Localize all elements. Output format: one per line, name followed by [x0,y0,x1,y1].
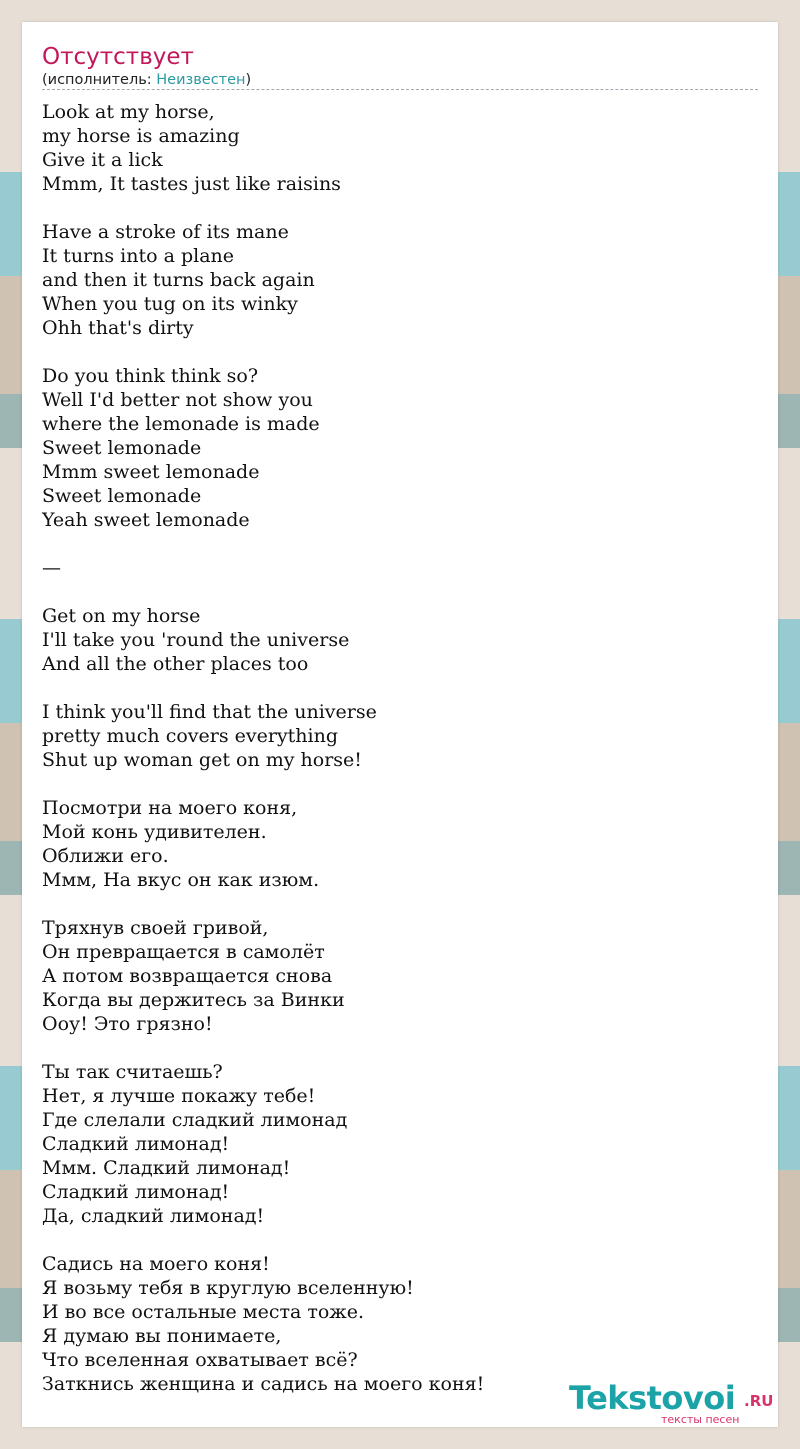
song-title: Отсутствует [42,44,194,70]
logo-tagline: тексты песен [661,1413,740,1426]
title-divider [42,89,758,90]
artist-suffix: ) [245,72,252,88]
site-logo[interactable] [569,1378,779,1428]
artist-link[interactable]: Неизвестен [156,72,246,88]
lyrics-card [22,22,778,1427]
artist-prefix: (исполнитель: [42,72,157,88]
logo-tld: .RU [744,1392,774,1410]
artist-line [42,71,251,89]
logo-name: Tekstovoi [569,1379,736,1417]
lyrics-text: Look at my horse, my horse is amazing Give it a lick Mmm, It tastes just like raisins Have a stroke of its mane It turns into a plane and then it turns back again When you tug on its winky Ohh that's dirty Do you think think so? Well I'd better not show you where the lemonade is made Sweet lemonade Mmm sweet lemonade Sweet lemonade Yeah sweet lemonade — Get on my horse I'll take you 'round the universe And all the other places too I think you'll find that the universe pretty much covers everything Shut up woman get on my horse! Посмотри на моего коня, Мой конь удивителен. Оближи его. Ммм, На вкус он как изюм. Тряхнув своей гривой, Он превращается в самолёт А потом возвращается снова Когда вы держитесь за Винки Ооу! Это грязно! Ты так считаешь? Нет, я лучше покажу тебе! Где слелали сладкий лимонад Сладкий лимонад! Ммм. Сладкий лимонад! Сладкий лимонад! Да, сладкий лимонад! Садись на моего коня! Я возьму тебя в круглую вселенную! И во все остальные места тоже. Я думаю вы понимаете, Что вселенная охватывает всё? Заткнись женщина и садись на моего коня! [42,101,485,1395]
